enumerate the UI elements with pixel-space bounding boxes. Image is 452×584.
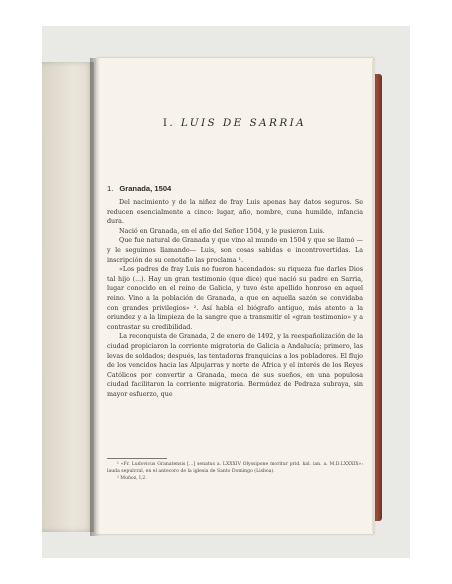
body-text (107, 198, 363, 399)
paragraph: «Los padres de fray Luis no fueron hacendados: su riqueza fue darles Dios tal hijo (...). Hay un gran testimonio (que dice) que nació su padre en Sarria, lugar conocido en el reino de Galicia, y tuvo éste apellido honroso en aquel reino. Vino a la población de Granada, a que en aquella sazón se convidaba con grandes privilegios» ². Así habla el biógrafo antiguo, más atento a la oriundez y a la limpieza de la sangre que a transmitir el «gran testimonio» y a contrastar su credibilidad. (107, 266, 363, 331)
paragraph: Del nacimiento y de la niñez de fray Luis apenas hay datos seguros. Se reducen esencialmente a cinco: lugar, año, nombre, cuna humilde, infancia dura. (107, 199, 363, 226)
footnote-rule (107, 458, 167, 459)
paragraph: Que fue natural de Granada y que vino al mundo en 1504 y que se llamó —y le seguimos llamando— Luis, son cosas sabidas e incontrovertidas. La inscripción de su cenotafio las proclama ¹. (107, 237, 363, 264)
chapter-number: I. (162, 117, 176, 129)
right-page (96, 58, 373, 534)
spine-shadow (90, 58, 100, 536)
paragraph: La reconquista de Granada, 2 de enero de 1492, y la reespañolización de la ciudad propiciaron la corriente migratoria de Galicia a Andalucía; primero, las levas de soldados; después, las tentadoras franquicias a los pobladores. El flujo de los vencidos hacia las Alpujarras y norte de Africa y el interés de los Reyes Católicos por convertir a Granada, meca de sus sueños, en una populosa ciudad facilitaron la corriente migratoria. Bermúdez de Pedraza subraya, sin mayor esfuerzo, que (107, 333, 363, 398)
section-title: Granada, 1504 (119, 184, 172, 193)
left-page (42, 62, 94, 532)
chapter-name: LUIS DE SARRIA (180, 117, 307, 129)
footnotes (107, 462, 363, 482)
chapter-title (96, 117, 373, 129)
paragraph: Nació en Granada, en el año del Señor 1504, y le pusieron Luis. (119, 227, 325, 235)
footnote: ¹ «Fr. Ludovicus Granatensis [...] senatus a. LXXXIV Olyssipone moritur prid. kal. ian. a. M.D.LXXXIX»: lauda sepulcral, en el antecoro de la iglesia de Santo Domingo (Lisboa). (107, 462, 363, 474)
page-edge (372, 60, 375, 532)
section-heading (107, 184, 171, 193)
section-number: 1. (107, 184, 114, 193)
footnote: ² Muñoz, I,2. (117, 475, 147, 481)
